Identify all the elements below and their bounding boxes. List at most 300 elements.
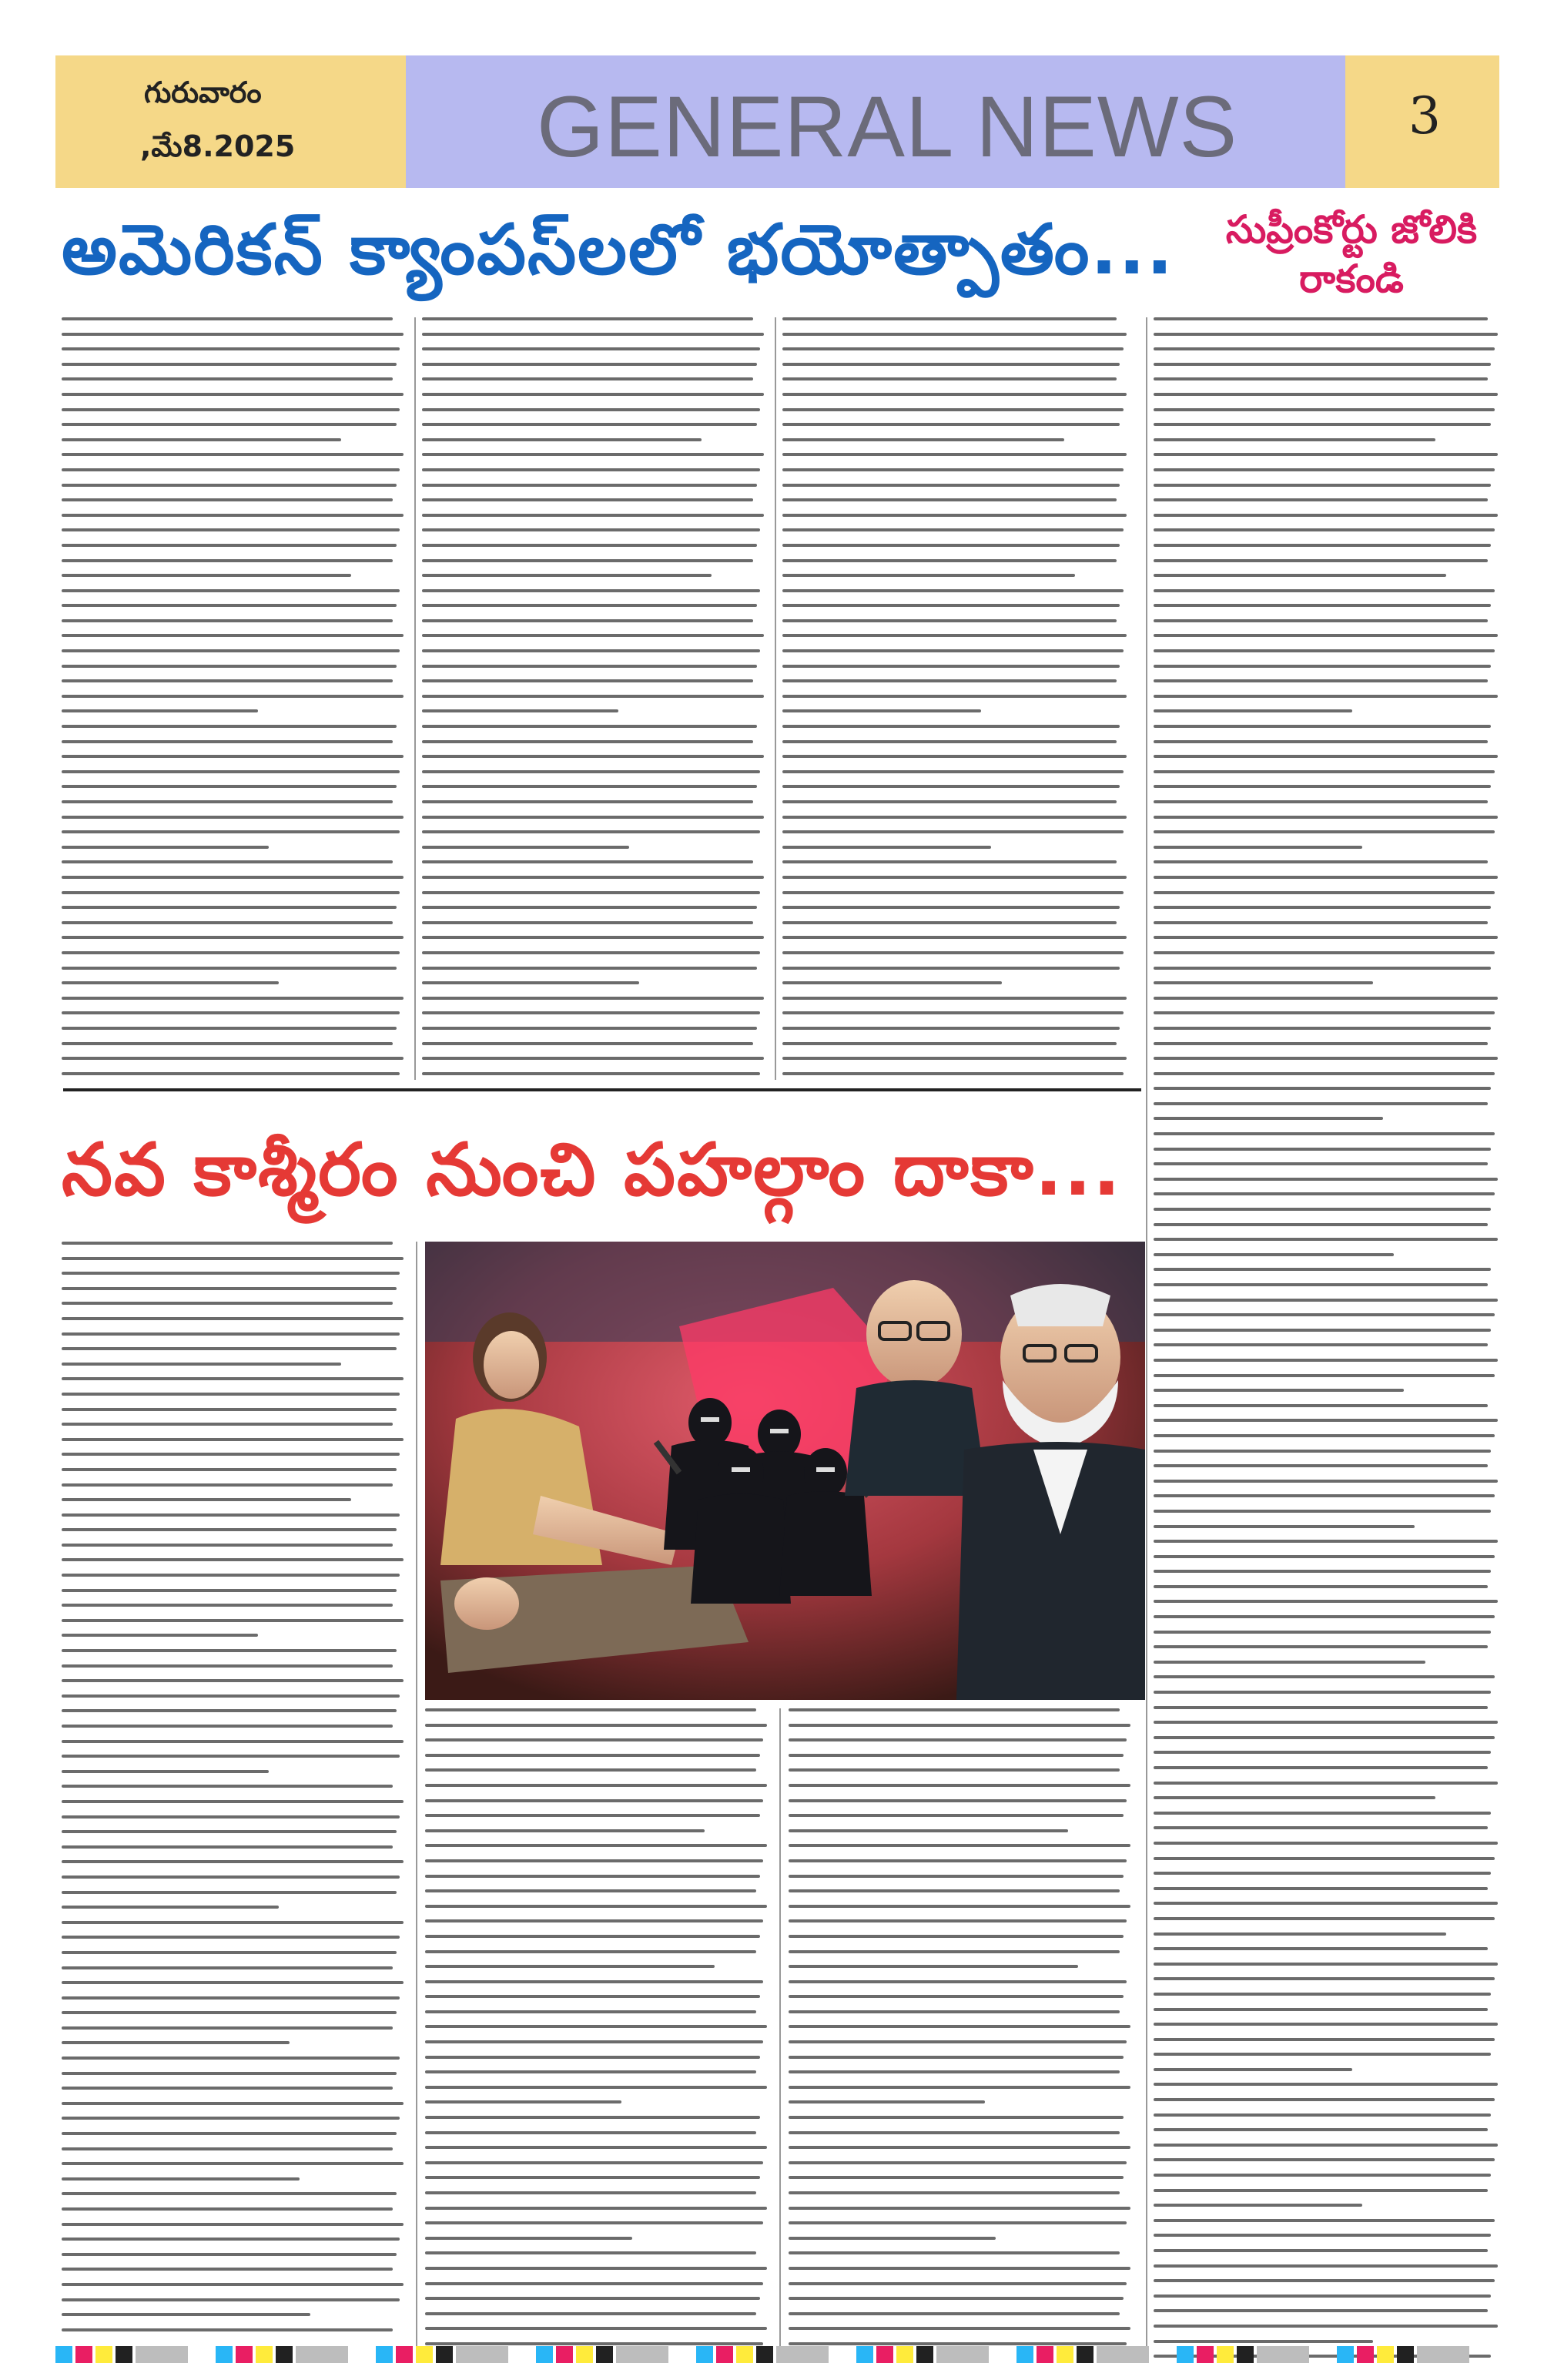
- text-line: [422, 665, 757, 668]
- text-line: [1154, 2295, 1491, 2298]
- text-line: [1154, 800, 1488, 803]
- text-line: [422, 514, 764, 517]
- color-swatch: [236, 2346, 253, 2363]
- color-swatch: [776, 2346, 829, 2363]
- color-swatch: [696, 2346, 713, 2363]
- text-line: [782, 514, 1127, 517]
- text-line: [1154, 679, 1488, 682]
- text-line: [789, 2207, 1130, 2210]
- text-line: [1154, 1585, 1488, 1588]
- text-line: [789, 2025, 1130, 2028]
- text-line: [425, 1935, 760, 1938]
- color-swatch: [536, 2346, 553, 2363]
- text-line: [1154, 2008, 1488, 2011]
- text-line: [62, 997, 404, 1000]
- text-line: [782, 709, 981, 712]
- text-line: [789, 1844, 1130, 1847]
- text-line: [62, 1755, 400, 1758]
- text-line: [789, 2327, 1130, 2330]
- text-line: [422, 408, 760, 411]
- text-line: [1154, 936, 1498, 939]
- text-line: [62, 1347, 397, 1350]
- text-line: [62, 2223, 404, 2226]
- text-line: [789, 1875, 1124, 1878]
- color-swatch: [756, 2346, 773, 2363]
- text-line: [1154, 1782, 1498, 1785]
- day-label: గురువారం: [144, 75, 262, 109]
- text-line: [1154, 1027, 1491, 1030]
- text-line: [1154, 1117, 1383, 1120]
- text-line: [1154, 363, 1491, 366]
- text-line: [1154, 528, 1495, 531]
- column-rule: [416, 1242, 417, 2346]
- text-line: [1154, 438, 1435, 441]
- text-line: [62, 1800, 404, 1803]
- text-line: [62, 333, 404, 336]
- text-line: [789, 2040, 1127, 2043]
- text-line: [789, 2010, 1120, 2013]
- text-line: [782, 816, 1127, 819]
- text-line: [1154, 619, 1488, 622]
- text-line: [425, 1799, 763, 1802]
- text-line: [425, 1919, 763, 1922]
- text-line: [1154, 1645, 1488, 1648]
- text-line: [422, 544, 757, 547]
- news-photo: [425, 1242, 1145, 1700]
- text-line: [1154, 1299, 1498, 1302]
- color-swatch: [55, 2346, 72, 2363]
- color-swatch: [256, 2346, 273, 2363]
- text-line: [62, 2041, 290, 2044]
- text-line: [62, 2192, 397, 2195]
- text-line: [1154, 317, 1488, 320]
- text-line: [1154, 2144, 1498, 2147]
- text-line: [422, 725, 757, 728]
- text-line: [782, 559, 1117, 562]
- text-line: [1154, 1902, 1498, 1905]
- text-line: [425, 2282, 763, 2285]
- color-swatch: [596, 2346, 613, 2363]
- text-line: [425, 2191, 756, 2194]
- text-line: [1154, 1661, 1425, 1664]
- text-line: [782, 906, 1120, 909]
- text-line: [62, 589, 400, 592]
- headline-kashmir-pahalgam: నవ కాశ్మీరం నుంచి పహల్గాం దాకా...: [62, 1128, 1122, 1212]
- text-line: [1154, 1826, 1488, 1829]
- color-swatch: [556, 2346, 573, 2363]
- text-line: [62, 1408, 397, 1411]
- text-line: [1154, 1963, 1498, 1966]
- text-line: [1154, 1932, 1446, 1936]
- text-line: [62, 1453, 400, 1456]
- text-line: [789, 2297, 1124, 2300]
- text-line: [1154, 1057, 1498, 1060]
- text-line: [782, 574, 1075, 577]
- text-line: [1154, 2309, 1488, 2312]
- text-line: [782, 770, 1124, 773]
- text-line: [782, 423, 1120, 426]
- text-line: [1154, 2083, 1498, 2086]
- text-line: [1154, 498, 1488, 501]
- text-line: [422, 1042, 753, 1045]
- color-swatch: [616, 2346, 668, 2363]
- color-swatch: [1417, 2346, 1469, 2363]
- text-line: [1154, 1208, 1491, 1211]
- text-line: [789, 2237, 996, 2240]
- text-line: [782, 967, 1120, 970]
- text-line: [1154, 2068, 1352, 2071]
- text-line: [62, 1634, 258, 1637]
- color-swatch: [456, 2346, 508, 2363]
- text-line: [1154, 1857, 1495, 1860]
- text-line: [789, 1965, 1078, 1968]
- text-line: [1154, 2204, 1362, 2207]
- color-swatch: [376, 2346, 393, 2363]
- text-line: [1154, 604, 1491, 607]
- text-line: [789, 1859, 1127, 1862]
- text-line: [62, 317, 393, 320]
- text-line: [1154, 2279, 1495, 2282]
- color-swatch: [396, 2346, 413, 2363]
- color-swatch: [1337, 2346, 1354, 2363]
- text-line: [782, 695, 1127, 698]
- text-line: [1154, 1102, 1488, 1105]
- text-line: [1154, 860, 1488, 863]
- news-photo-illustration: [425, 1242, 1145, 1700]
- text-line: [1154, 574, 1446, 577]
- text-line: [62, 1363, 341, 1366]
- text-line: [62, 2072, 397, 2075]
- text-line: [1154, 770, 1495, 773]
- text-line: [789, 2282, 1127, 2285]
- text-line: [789, 2312, 1120, 2315]
- text-line: [782, 860, 1117, 863]
- text-line: [1154, 1223, 1488, 1226]
- text-line: [422, 860, 753, 863]
- text-line: [782, 377, 1117, 380]
- text-line: [782, 830, 1124, 833]
- text-line: [1154, 2249, 1488, 2252]
- text-line: [782, 981, 1002, 984]
- text-line: [422, 981, 639, 984]
- print-color-bar: [55, 2346, 1503, 2363]
- date-label: ,మే8.2025: [140, 129, 296, 163]
- text-line: [789, 2131, 1120, 2134]
- text-line: [1154, 1917, 1495, 1920]
- text-line: [62, 1649, 397, 1652]
- text-line: [62, 1042, 393, 1045]
- text-line: [62, 2132, 397, 2135]
- text-line: [62, 408, 400, 411]
- text-line: [62, 921, 393, 924]
- text-line: [1154, 2128, 1488, 2131]
- text-line: [782, 846, 991, 849]
- text-line: [1154, 589, 1495, 592]
- text-line: [1154, 1268, 1491, 1271]
- text-line: [422, 695, 764, 698]
- text-line: [62, 1709, 397, 1712]
- color-swatch: [896, 2346, 913, 2363]
- text-line: [789, 1724, 1130, 1727]
- section-title: GENERAL NEWS: [537, 79, 1238, 175]
- text-line: [782, 1027, 1120, 1030]
- text-line: [1154, 634, 1498, 637]
- column-rule: [779, 1708, 781, 2346]
- text-line: [422, 423, 757, 426]
- text-line: [1154, 709, 1352, 712]
- text-line: [1154, 1419, 1498, 1422]
- text-line: [1154, 1947, 1488, 1950]
- text-line: [1154, 1374, 1495, 1377]
- text-line: [1154, 951, 1495, 954]
- text-line: [62, 1057, 404, 1060]
- text-line: [422, 816, 764, 819]
- text-line: [425, 2131, 756, 2134]
- text-line: [782, 468, 1124, 471]
- text-line: [782, 453, 1127, 456]
- text-line: [789, 2056, 1124, 2059]
- text-line: [422, 1027, 757, 1030]
- text-line: [1154, 1389, 1404, 1392]
- text-line: [62, 1740, 404, 1743]
- text-line: [62, 1860, 404, 1863]
- text-line: [62, 1574, 400, 1577]
- text-line: [62, 1438, 404, 1441]
- text-line: [425, 1905, 767, 1908]
- text-line: [62, 1242, 393, 1245]
- color-swatch: [296, 2346, 348, 2363]
- text-line: [62, 1272, 400, 1275]
- text-line: [782, 484, 1120, 487]
- text-line: [1154, 876, 1498, 879]
- text-line: [62, 1483, 393, 1487]
- text-line: [1154, 1148, 1491, 1151]
- text-line: [1154, 1329, 1491, 1332]
- text-line: [422, 830, 760, 833]
- text-line: [62, 1423, 393, 1426]
- text-line: [1154, 1253, 1394, 1256]
- text-line: [62, 725, 397, 728]
- text-line: [62, 438, 341, 441]
- text-line: [789, 2161, 1127, 2164]
- article-1-column-3: [782, 317, 1130, 1078]
- text-line: [1154, 347, 1495, 350]
- section-divider: [63, 1088, 1141, 1091]
- text-line: [422, 634, 764, 637]
- text-line: [1154, 333, 1498, 336]
- text-line: [422, 604, 757, 607]
- text-line: [789, 1784, 1130, 1787]
- headline-supreme-court: సుప్రీంకోర్టు జోలికి రాకండి: [1225, 207, 1478, 301]
- text-line: [422, 997, 764, 1000]
- text-line: [1154, 1359, 1498, 1362]
- text-line: [62, 785, 397, 788]
- text-line: [62, 347, 400, 350]
- text-line: [425, 2040, 763, 2043]
- text-line: [1154, 1525, 1415, 1528]
- color-swatch: [1357, 2346, 1374, 2363]
- text-line: [782, 347, 1124, 350]
- text-line: [422, 498, 753, 501]
- color-swatch: [136, 2346, 188, 2363]
- text-line: [789, 1768, 1120, 1772]
- text-line: [1154, 1751, 1491, 1754]
- text-line: [422, 755, 764, 758]
- text-line: [1154, 2264, 1498, 2268]
- text-line: [1154, 1283, 1488, 1286]
- text-line: [1154, 408, 1495, 411]
- text-line: [425, 1844, 767, 1847]
- text-line: [62, 1604, 393, 1607]
- text-line: [789, 1889, 1120, 1892]
- text-line: [1154, 846, 1362, 849]
- text-line: [1154, 740, 1488, 743]
- text-line: [1154, 1404, 1488, 1407]
- text-line: [1154, 1238, 1498, 1241]
- text-line: [62, 1770, 269, 1773]
- page-number: 3: [1408, 86, 1441, 146]
- text-line: [62, 1981, 404, 1984]
- text-line: [422, 740, 753, 743]
- text-line: [425, 2251, 756, 2254]
- text-line: [1154, 1872, 1491, 1875]
- text-line: [62, 891, 400, 894]
- text-line: [62, 2207, 393, 2211]
- text-line: [62, 1377, 404, 1380]
- text-line: [782, 589, 1124, 592]
- text-line: [62, 1558, 404, 1561]
- color-swatch: [1057, 2346, 1073, 2363]
- text-line: [62, 468, 400, 471]
- text-line: [789, 1980, 1127, 1983]
- text-line: [1154, 2219, 1495, 2222]
- text-line: [1154, 981, 1373, 984]
- text-line: [425, 2312, 756, 2315]
- text-line: [62, 2177, 300, 2181]
- text-line: [62, 619, 393, 622]
- text-line: [62, 2298, 400, 2301]
- color-swatch: [1377, 2346, 1394, 2363]
- color-swatch: [716, 2346, 733, 2363]
- text-line: [782, 1072, 1124, 1075]
- text-line: [62, 2057, 400, 2060]
- text-line: [425, 2267, 767, 2270]
- text-line: [782, 544, 1120, 547]
- text-line: [1154, 695, 1498, 698]
- color-swatch: [116, 2346, 132, 2363]
- text-line: [62, 951, 400, 954]
- text-line: [62, 967, 397, 970]
- text-line: [782, 936, 1127, 939]
- text-line: [789, 2267, 1130, 2270]
- column-rule: [775, 317, 776, 1080]
- text-line: [1154, 1480, 1498, 1483]
- text-line: [62, 1072, 400, 1075]
- text-line: [422, 333, 764, 336]
- text-line: [422, 377, 753, 380]
- text-line: [1154, 1313, 1495, 1316]
- text-line: [422, 770, 760, 773]
- text-line: [62, 1725, 393, 1728]
- text-line: [62, 1845, 393, 1849]
- text-line: [789, 2342, 1127, 2345]
- text-line: [782, 891, 1124, 894]
- text-line: [425, 1859, 763, 1862]
- text-line: [782, 679, 1117, 682]
- text-line: [62, 1317, 404, 1320]
- text-line: [62, 1302, 393, 1305]
- text-line: [422, 619, 753, 622]
- color-swatch: [1197, 2346, 1214, 2363]
- text-line: [1154, 1977, 1495, 1980]
- text-line: [62, 1694, 400, 1698]
- text-line: [1154, 816, 1498, 819]
- text-line: [62, 498, 393, 501]
- text-line: [62, 1513, 400, 1517]
- color-swatch: [1237, 2346, 1254, 2363]
- text-line: [1154, 423, 1491, 426]
- text-line: [782, 1011, 1124, 1014]
- text-line: [425, 1995, 760, 1998]
- text-line: [1154, 1842, 1498, 1845]
- text-line: [425, 2237, 632, 2240]
- text-line: [782, 755, 1127, 758]
- text-line: [1154, 665, 1491, 668]
- text-line: [1154, 1675, 1495, 1678]
- text-line: [782, 1057, 1127, 1060]
- text-line: [1154, 2325, 1498, 2328]
- text-line: [62, 1815, 400, 1819]
- text-line: [62, 2147, 393, 2150]
- text-line: [422, 967, 757, 970]
- text-line: [425, 1814, 760, 1817]
- text-line: [789, 2251, 1120, 2254]
- text-line: [425, 2146, 767, 2149]
- text-line: [425, 1889, 756, 1892]
- text-line: [422, 785, 757, 788]
- text-line: [62, 1619, 404, 1622]
- text-line: [789, 1829, 1068, 1832]
- text-line: [422, 921, 753, 924]
- text-line: [1154, 967, 1491, 970]
- text-line: [782, 317, 1117, 320]
- color-swatch: [436, 2346, 453, 2363]
- color-swatch: [1177, 2346, 1194, 2363]
- text-line: [422, 1072, 760, 1075]
- text-line: [1154, 1812, 1491, 1815]
- text-line: [62, 1528, 397, 1531]
- text-line: [1154, 1011, 1495, 1014]
- text-line: [1154, 453, 1498, 456]
- text-line: [1154, 1615, 1495, 1618]
- text-line: [422, 453, 764, 456]
- text-line: [62, 679, 393, 682]
- text-line: [1154, 1887, 1488, 1890]
- text-line: [62, 2087, 393, 2090]
- color-swatch: [1397, 2346, 1414, 2363]
- article-2-column-2: [425, 1708, 770, 2348]
- text-line: [782, 740, 1117, 743]
- text-line: [782, 951, 1124, 954]
- text-line: [1154, 1993, 1491, 1996]
- masthead-page-box: [1345, 55, 1499, 188]
- text-line: [422, 468, 760, 471]
- text-line: [425, 2086, 767, 2089]
- article-1-column-1: [62, 317, 407, 1078]
- text-line: [422, 589, 760, 592]
- color-swatch: [856, 2346, 873, 2363]
- text-line: [782, 634, 1127, 637]
